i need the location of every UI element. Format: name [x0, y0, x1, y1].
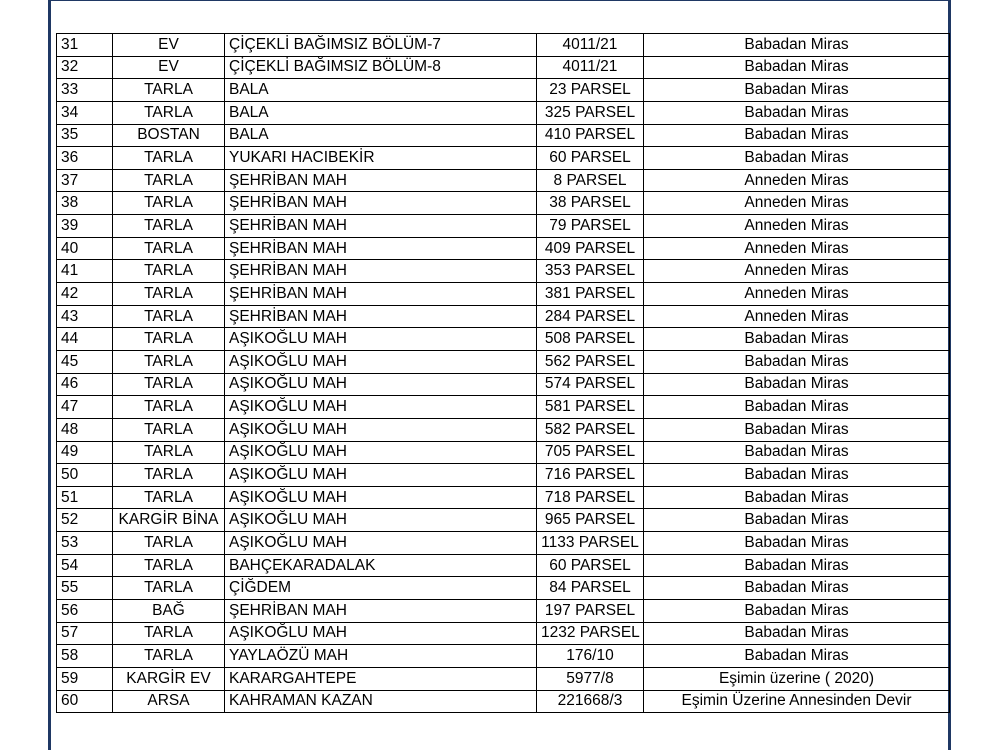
- table-row: [57, 509, 950, 532]
- property-type-cell: TARLA: [113, 418, 225, 441]
- page-border-left: [48, 0, 51, 750]
- parcel-cell: 381 PARSEL: [537, 283, 644, 306]
- table-row: [57, 396, 950, 419]
- parcel-cell: 79 PARSEL: [537, 215, 644, 238]
- property-type-cell: TARLA: [113, 645, 225, 668]
- table-row: [57, 328, 950, 351]
- row-number-cell: 42: [57, 283, 113, 306]
- property-type-cell: EV: [113, 34, 225, 57]
- property-type-cell: EV: [113, 56, 225, 79]
- acquisition-source-cell: Babadan Miras: [644, 441, 950, 464]
- parcel-cell: 965 PARSEL: [537, 509, 644, 532]
- location-cell: ÇİÇEKLİ BAĞIMSIZ BÖLÜM-8: [225, 56, 537, 79]
- location-cell: YAYLAÖZÜ MAH: [225, 645, 537, 668]
- row-number-cell: 47: [57, 396, 113, 419]
- property-type-cell: TARLA: [113, 260, 225, 283]
- property-type-cell: TARLA: [113, 283, 225, 306]
- property-type-cell: TARLA: [113, 486, 225, 509]
- acquisition-source-cell: Babadan Miras: [644, 373, 950, 396]
- property-type-cell: TARLA: [113, 441, 225, 464]
- row-number-cell: 50: [57, 464, 113, 487]
- property-table-body: [57, 34, 950, 713]
- row-number-cell: 36: [57, 147, 113, 170]
- property-type-cell: BOSTAN: [113, 124, 225, 147]
- table-row: [57, 418, 950, 441]
- property-type-cell: KARGİR EV: [113, 667, 225, 690]
- acquisition-source-cell: Anneden Miras: [644, 169, 950, 192]
- property-type-cell: TARLA: [113, 554, 225, 577]
- property-type-cell: KARGİR BİNA: [113, 509, 225, 532]
- parcel-cell: 581 PARSEL: [537, 396, 644, 419]
- parcel-cell: 4011/21: [537, 34, 644, 57]
- row-number-cell: 31: [57, 34, 113, 57]
- location-cell: ÇİÇEKLİ BAĞIMSIZ BÖLÜM-7: [225, 34, 537, 57]
- row-number-cell: 44: [57, 328, 113, 351]
- parcel-cell: 705 PARSEL: [537, 441, 644, 464]
- acquisition-source-cell: Babadan Miras: [644, 396, 950, 419]
- acquisition-source-cell: Babadan Miras: [644, 532, 950, 555]
- property-table: [56, 33, 950, 713]
- location-cell: AŞIKOĞLU MAH: [225, 418, 537, 441]
- table-row: [57, 305, 950, 328]
- property-type-cell: TARLA: [113, 396, 225, 419]
- table-row: [57, 350, 950, 373]
- location-cell: ÇİĞDEM: [225, 577, 537, 600]
- location-cell: BALA: [225, 79, 537, 102]
- acquisition-source-cell: Babadan Miras: [644, 486, 950, 509]
- location-cell: AŞIKOĞLU MAH: [225, 509, 537, 532]
- location-cell: ŞEHRİBAN MAH: [225, 237, 537, 260]
- row-number-cell: 45: [57, 350, 113, 373]
- location-cell: ŞEHRİBAN MAH: [225, 305, 537, 328]
- row-number-cell: 32: [57, 56, 113, 79]
- row-number-cell: 56: [57, 600, 113, 623]
- table-row: [57, 215, 950, 238]
- location-cell: AŞIKOĞLU MAH: [225, 328, 537, 351]
- row-number-cell: 58: [57, 645, 113, 668]
- row-number-cell: 52: [57, 509, 113, 532]
- acquisition-source-cell: Babadan Miras: [644, 464, 950, 487]
- acquisition-source-cell: Eşimin üzerine ( 2020): [644, 667, 950, 690]
- page-border-top: [48, 0, 951, 1]
- parcel-cell: 60 PARSEL: [537, 554, 644, 577]
- row-number-cell: 53: [57, 532, 113, 555]
- acquisition-source-cell: Anneden Miras: [644, 215, 950, 238]
- row-number-cell: 35: [57, 124, 113, 147]
- location-cell: YUKARI HACIBEKİR: [225, 147, 537, 170]
- parcel-cell: 23 PARSEL: [537, 79, 644, 102]
- location-cell: AŞIKOĞLU MAH: [225, 622, 537, 645]
- acquisition-source-cell: Babadan Miras: [644, 101, 950, 124]
- parcel-cell: 353 PARSEL: [537, 260, 644, 283]
- property-type-cell: TARLA: [113, 192, 225, 215]
- parcel-cell: 582 PARSEL: [537, 418, 644, 441]
- property-type-cell: BAĞ: [113, 600, 225, 623]
- table-row: [57, 373, 950, 396]
- acquisition-source-cell: Babadan Miras: [644, 418, 950, 441]
- property-type-cell: TARLA: [113, 79, 225, 102]
- acquisition-source-cell: Babadan Miras: [644, 79, 950, 102]
- table-row: [57, 169, 950, 192]
- parcel-cell: 562 PARSEL: [537, 350, 644, 373]
- acquisition-source-cell: Babadan Miras: [644, 34, 950, 57]
- acquisition-source-cell: Anneden Miras: [644, 192, 950, 215]
- property-type-cell: TARLA: [113, 147, 225, 170]
- property-type-cell: TARLA: [113, 350, 225, 373]
- row-number-cell: 39: [57, 215, 113, 238]
- row-number-cell: 40: [57, 237, 113, 260]
- table-row: [57, 486, 950, 509]
- parcel-cell: 38 PARSEL: [537, 192, 644, 215]
- property-type-cell: TARLA: [113, 577, 225, 600]
- property-type-cell: TARLA: [113, 305, 225, 328]
- location-cell: KARARGAHTEPE: [225, 667, 537, 690]
- property-type-cell: TARLA: [113, 464, 225, 487]
- table-row: [57, 79, 950, 102]
- location-cell: BALA: [225, 101, 537, 124]
- parcel-cell: 508 PARSEL: [537, 328, 644, 351]
- location-cell: BALA: [225, 124, 537, 147]
- table-row: [57, 690, 950, 713]
- table-row: [57, 124, 950, 147]
- row-number-cell: 59: [57, 667, 113, 690]
- table-row: [57, 237, 950, 260]
- table-row: [57, 56, 950, 79]
- table-row: [57, 667, 950, 690]
- row-number-cell: 54: [57, 554, 113, 577]
- row-number-cell: 43: [57, 305, 113, 328]
- parcel-cell: 325 PARSEL: [537, 101, 644, 124]
- row-number-cell: 33: [57, 79, 113, 102]
- table-row: [57, 260, 950, 283]
- location-cell: BAHÇEKARADALAK: [225, 554, 537, 577]
- acquisition-source-cell: Babadan Miras: [644, 577, 950, 600]
- parcel-cell: 8 PARSEL: [537, 169, 644, 192]
- row-number-cell: 34: [57, 101, 113, 124]
- location-cell: ŞEHRİBAN MAH: [225, 260, 537, 283]
- table-row: [57, 622, 950, 645]
- acquisition-source-cell: Anneden Miras: [644, 305, 950, 328]
- location-cell: AŞIKOĞLU MAH: [225, 441, 537, 464]
- row-number-cell: 57: [57, 622, 113, 645]
- acquisition-source-cell: Anneden Miras: [644, 283, 950, 306]
- parcel-cell: 410 PARSEL: [537, 124, 644, 147]
- parcel-cell: 284 PARSEL: [537, 305, 644, 328]
- location-cell: ŞEHRİBAN MAH: [225, 192, 537, 215]
- parcel-cell: 197 PARSEL: [537, 600, 644, 623]
- acquisition-source-cell: Babadan Miras: [644, 600, 950, 623]
- table-row: [57, 192, 950, 215]
- property-type-cell: TARLA: [113, 328, 225, 351]
- location-cell: ŞEHRİBAN MAH: [225, 283, 537, 306]
- property-type-cell: TARLA: [113, 169, 225, 192]
- parcel-cell: 4011/21: [537, 56, 644, 79]
- property-type-cell: TARLA: [113, 101, 225, 124]
- property-type-cell: TARLA: [113, 237, 225, 260]
- table-row: [57, 441, 950, 464]
- acquisition-source-cell: Babadan Miras: [644, 622, 950, 645]
- table-row: [57, 464, 950, 487]
- location-cell: AŞIKOĞLU MAH: [225, 396, 537, 419]
- parcel-cell: 718 PARSEL: [537, 486, 644, 509]
- parcel-cell: 409 PARSEL: [537, 237, 644, 260]
- row-number-cell: 38: [57, 192, 113, 215]
- table-row: [57, 554, 950, 577]
- property-type-cell: TARLA: [113, 373, 225, 396]
- parcel-cell: 1232 PARSEL: [537, 622, 644, 645]
- table-row: [57, 101, 950, 124]
- parcel-cell: 716 PARSEL: [537, 464, 644, 487]
- parcel-cell: 5977/8: [537, 667, 644, 690]
- parcel-cell: 574 PARSEL: [537, 373, 644, 396]
- location-cell: AŞIKOĞLU MAH: [225, 464, 537, 487]
- table-row: [57, 645, 950, 668]
- location-cell: AŞIKOĞLU MAH: [225, 532, 537, 555]
- table-row: [57, 600, 950, 623]
- property-type-cell: TARLA: [113, 215, 225, 238]
- property-type-cell: TARLA: [113, 532, 225, 555]
- acquisition-source-cell: Babadan Miras: [644, 554, 950, 577]
- table-row: [57, 577, 950, 600]
- row-number-cell: 49: [57, 441, 113, 464]
- parcel-cell: 1133 PARSEL: [537, 532, 644, 555]
- location-cell: KAHRAMAN KAZAN: [225, 690, 537, 713]
- acquisition-source-cell: Babadan Miras: [644, 328, 950, 351]
- acquisition-source-cell: Anneden Miras: [644, 260, 950, 283]
- table-row: [57, 147, 950, 170]
- acquisition-source-cell: Babadan Miras: [644, 509, 950, 532]
- location-cell: ŞEHRİBAN MAH: [225, 600, 537, 623]
- parcel-cell: 221668/3: [537, 690, 644, 713]
- acquisition-source-cell: Babadan Miras: [644, 645, 950, 668]
- row-number-cell: 46: [57, 373, 113, 396]
- acquisition-source-cell: Babadan Miras: [644, 124, 950, 147]
- property-type-cell: TARLA: [113, 622, 225, 645]
- acquisition-source-cell: Babadan Miras: [644, 147, 950, 170]
- row-number-cell: 55: [57, 577, 113, 600]
- row-number-cell: 60: [57, 690, 113, 713]
- property-type-cell: ARSA: [113, 690, 225, 713]
- table-row: [57, 532, 950, 555]
- parcel-cell: 60 PARSEL: [537, 147, 644, 170]
- row-number-cell: 48: [57, 418, 113, 441]
- parcel-cell: 84 PARSEL: [537, 577, 644, 600]
- acquisition-source-cell: Anneden Miras: [644, 237, 950, 260]
- location-cell: ŞEHRİBAN MAH: [225, 169, 537, 192]
- row-number-cell: 37: [57, 169, 113, 192]
- location-cell: AŞIKOĞLU MAH: [225, 486, 537, 509]
- acquisition-source-cell: Babadan Miras: [644, 350, 950, 373]
- location-cell: AŞIKOĞLU MAH: [225, 373, 537, 396]
- table-row: [57, 283, 950, 306]
- table-row: [57, 34, 950, 57]
- parcel-cell: 176/10: [537, 645, 644, 668]
- row-number-cell: 51: [57, 486, 113, 509]
- acquisition-source-cell: Eşimin Üzerine Annesinden Devir: [644, 690, 950, 713]
- acquisition-source-cell: Babadan Miras: [644, 56, 950, 79]
- location-cell: AŞIKOĞLU MAH: [225, 350, 537, 373]
- location-cell: ŞEHRİBAN MAH: [225, 215, 537, 238]
- row-number-cell: 41: [57, 260, 113, 283]
